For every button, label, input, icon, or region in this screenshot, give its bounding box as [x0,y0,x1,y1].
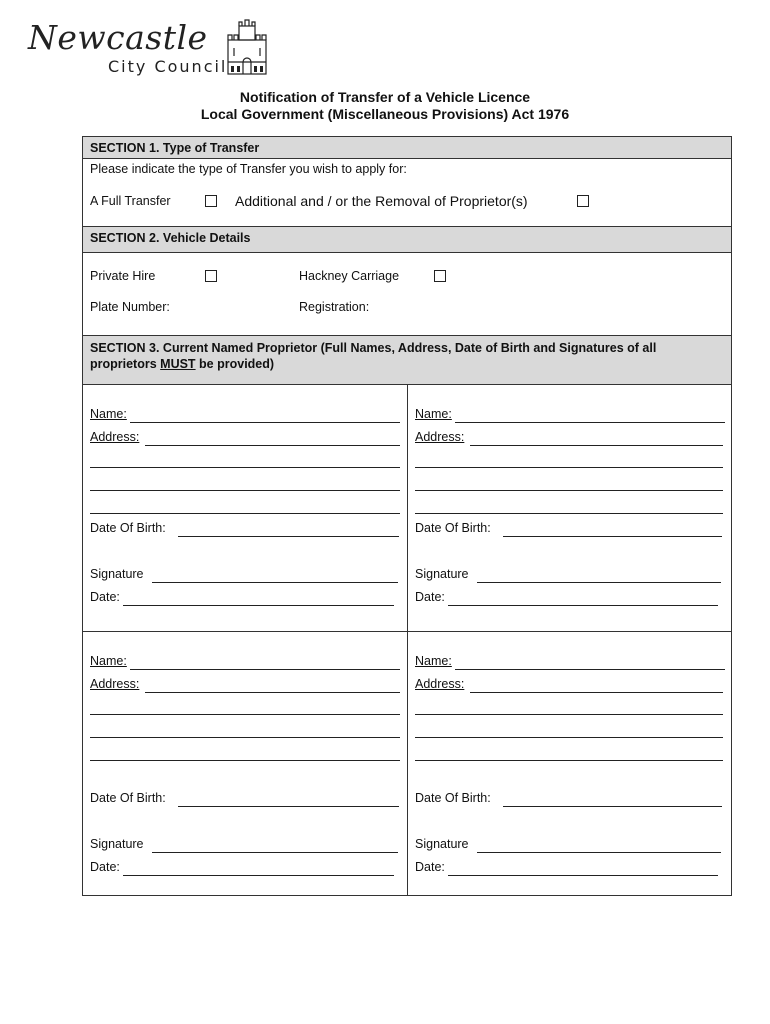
address-line[interactable] [90,737,400,738]
dob-label: Date Of Birth: [415,521,491,535]
signature-field[interactable] [415,567,469,581]
address-field[interactable] [415,430,464,444]
signature-label: Signature [90,837,144,851]
hackney-carriage-checkbox[interactable] [434,270,446,282]
date-field[interactable] [415,590,445,604]
address-line[interactable] [415,714,723,715]
private-hire-checkbox[interactable] [205,270,217,282]
address-line [470,692,723,693]
dob-line [503,536,722,537]
address-field[interactable] [90,677,139,691]
plate-number-label: Plate Number: [90,300,170,314]
form-title: Notification of Transfer of a Vehicle Licence [239,89,531,105]
section1-instruction: Please indicate the type of Transfer you wish to apply for: [90,162,407,176]
dob-field[interactable] [90,791,166,805]
full-transfer-checkbox[interactable] [205,195,217,207]
address-line[interactable] [415,490,723,491]
dob-field[interactable] [90,521,166,535]
dob-field[interactable] [415,521,491,535]
name-line [455,422,725,423]
date-field[interactable] [90,860,120,874]
address-label: Address: [90,677,140,691]
date-label: Date: [90,590,120,604]
hackney-carriage-label: Hackney Carriage [299,269,400,283]
name-label: Name: [415,654,452,668]
date-line [448,875,718,876]
date-label: Date: [415,590,445,604]
address-line[interactable] [415,467,723,468]
address-line[interactable] [415,513,723,514]
logo-subtitle: City Council [108,57,228,76]
name-line [455,669,725,670]
signature-field[interactable] [415,837,469,851]
name-field[interactable] [415,407,452,421]
dob-label: Date Of Birth: [415,791,491,805]
address-line[interactable] [415,737,723,738]
address-line [145,445,400,446]
signature-line [477,852,721,853]
date-line [123,605,394,606]
transfer-form [82,136,732,896]
column-divider [407,385,408,896]
section3-heading-end: be provided) [195,357,275,371]
row-divider [83,631,731,632]
dob-line [178,806,399,807]
dob-label: Date Of Birth: [90,791,166,805]
section3-heading-must: MUST [160,357,196,371]
option-additional-label: Additional and / or the Removal of Proprietor(s) [235,193,528,209]
signature-label: Signature [415,567,469,581]
additional-removal-checkbox[interactable] [577,195,589,207]
address-line [145,692,400,693]
dob-line [503,806,722,807]
section3-heading [83,335,731,385]
name-label: Name: [415,407,452,421]
council-logo [28,18,288,78]
address-label: Address: [415,677,465,691]
date-label: Date: [415,860,445,874]
address-line[interactable] [90,714,400,715]
signature-field[interactable] [90,837,144,851]
signature-line [477,582,721,583]
name-field[interactable] [90,654,127,668]
address-line[interactable] [90,490,400,491]
section2-heading: SECTION 2. Vehicle Details [83,226,731,253]
address-line[interactable] [415,760,723,761]
private-hire-label: Private Hire [90,269,156,283]
signature-label: Signature [415,837,469,851]
name-label: Name: [90,654,127,668]
date-line [448,605,718,606]
option-full-transfer-label: A Full Transfer [90,194,171,208]
date-field[interactable] [90,590,120,604]
signature-line [152,582,398,583]
castle-crest-icon [224,18,270,76]
address-field[interactable] [90,430,139,444]
form-subtitle: Local Government (Miscellaneous Provisions) Act 1976 [200,106,570,122]
section3-heading-text: SECTION 3. Current Named Proprietor (Full Names, Address, Date of Birth and Signatures of all proprietors [90,341,657,371]
name-line [130,422,400,423]
address-line[interactable] [90,467,400,468]
address-line[interactable] [90,513,400,514]
name-line [130,669,400,670]
dob-line [178,536,399,537]
name-label: Name: [90,407,127,421]
dob-field[interactable] [415,791,491,805]
name-field[interactable] [90,407,127,421]
address-label: Address: [90,430,140,444]
date-label: Date: [90,860,120,874]
logo-wordmark: Newcastle [28,18,208,57]
section1-heading: SECTION 1. Type of Transfer [83,137,731,159]
dob-label: Date Of Birth: [90,521,166,535]
address-line[interactable] [90,760,400,761]
date-line [123,875,394,876]
address-line [470,445,723,446]
name-field[interactable] [415,654,452,668]
registration-label: Registration: [299,300,370,314]
signature-field[interactable] [90,567,144,581]
date-field[interactable] [415,860,445,874]
address-label: Address: [415,430,465,444]
signature-label: Signature [90,567,144,581]
signature-line [152,852,398,853]
address-field[interactable] [415,677,464,691]
